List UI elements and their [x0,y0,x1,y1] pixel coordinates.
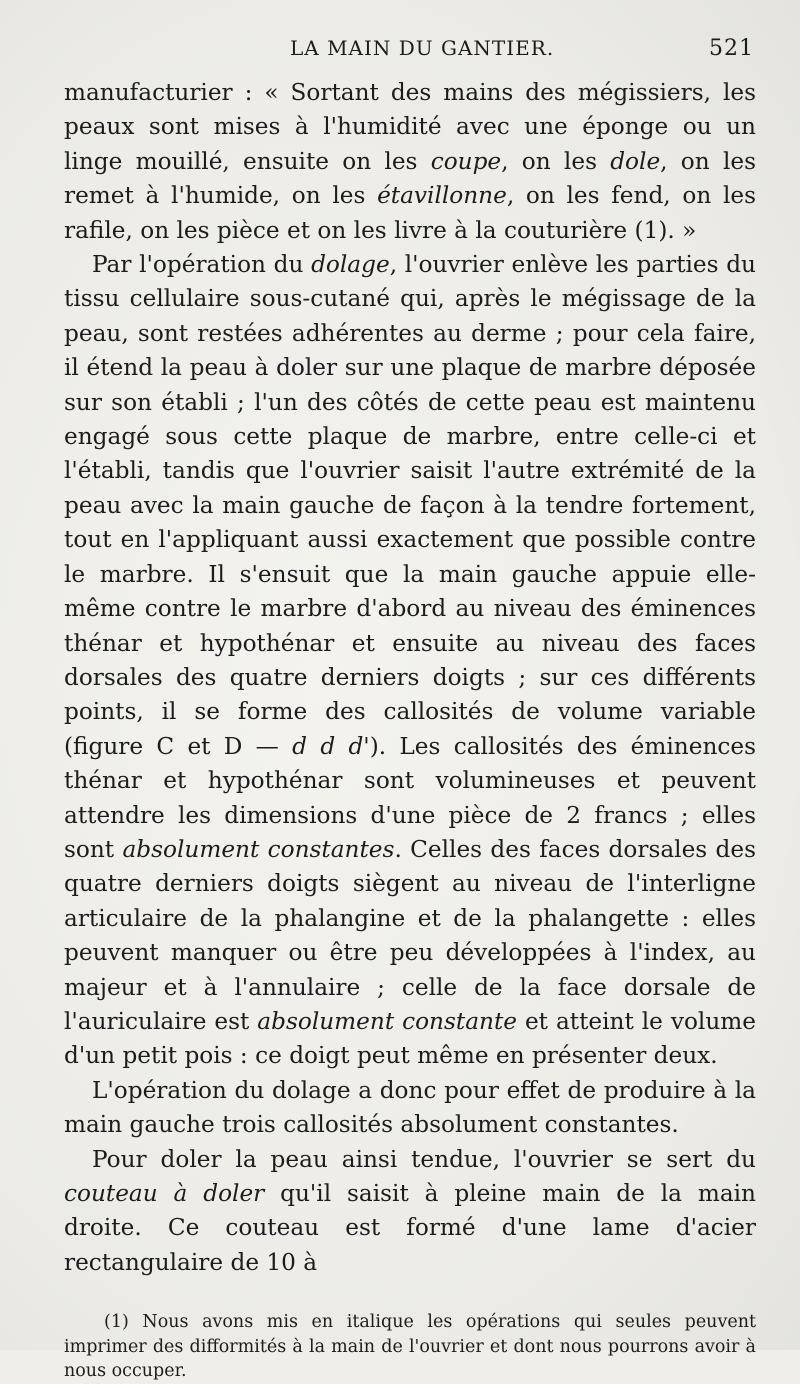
italic-term: d d d' [292,732,370,760]
text-run: . Celles des faces dorsales des quatre derniers doigts siègent au niveau de l'interligne articulaire de la phalangine et de la phalangette : elles peuvent manquer ou être peu développées à l'index, au majeur et à l'annulaire ; celle de la face dorsale de l'auriculaire est [64,835,757,1035]
footnote-marker: (1) [104,1312,129,1333]
italic-term: dolage [311,251,390,279]
text-run: Par l'opération du [92,251,312,279]
text-run: manufacturier : « Sortant des mains des mégissiers, les peaux sont mises à l'humidité avec une éponge ou un linge mouillé, ensuite on les [64,79,756,175]
text-run: et atteint le volume d'un petit pois : ce doigt peut même en présenter deux. [64,1007,756,1070]
italic-term: dole [610,147,661,175]
paragraph-2 [64,248,756,1074]
text-run: , on les [501,147,611,175]
italic-term: coupe [430,147,502,175]
paragraph-3 [64,1074,756,1143]
running-title: LA MAIN DU GANTIER. [290,36,555,60]
body-text [64,76,756,1280]
italic-term: absolument constante [257,1007,517,1035]
text-run: Pour doler la peau ainsi tendue, l'ouvrier se sert du [92,1145,756,1173]
italic-term: étavillonne [377,182,507,210]
text-run: , on les fend, on les rafile, on les pièce et on les livre à la couturière (1). » [64,182,756,244]
text-run: L'opération du dolage a donc pour effet de produire à la main gauche trois callosités absolument constantes. [64,1076,756,1139]
paragraph-4 [64,1143,756,1281]
italic-term: couteau à doler [64,1180,265,1207]
page-number: 521 [709,36,754,61]
text-run: , l'ouvrier enlève les parties du tissu cellulaire sous-cutané qui, après le mégissage de la peau, sont restées adhérentes au derme ; pour cela faire, il étend la peau à doler sur une plaque de marbre déposée sur son établi ; l'un des côtés de cette peau est maintenu engagé sous cette plaque de marbre, entre celle-ci et l'établi, tandis que l'ouvrier saisit l'autre extrémité de la peau avec la main gauche de façon à la tendre fortement, tout en l'appliquant aussi exactement que possible contre le marbre. Il s'ensuit que la main gauche appuie elle-même contre le marbre d'abord au niveau des éminences thénar et hypothénar et ensuite au niveau des faces dorsales des quatre derniers doigts ; sur ces différents points, il se forme des callosités de volume variable (figure C et D — [64,251,756,760]
text-run: qu'il saisit à pleine main de la main droite. Ce couteau est formé d'une lame d'acier rectangulaire de 10 à [64,1180,756,1276]
footnote [64,1310,756,1384]
text-run: , on les remet à l'humide, on les [64,147,756,210]
footnote-text: Nous avons mis en italique les opérations qui seules peuvent imprimer des difformités à la main de l'ouvrier et dont nous pourrons avoir à nous occuper. [64,1312,756,1382]
italic-term: absolument constantes [122,835,395,863]
text-run: ). Les callosités des éminences thénar et hypothénar sont volumineuses et peuvent attendre les dimensions d'une pièce de 2 francs ; elles sont [64,732,756,863]
page-header [64,28,756,68]
paragraph-1 [64,76,756,248]
